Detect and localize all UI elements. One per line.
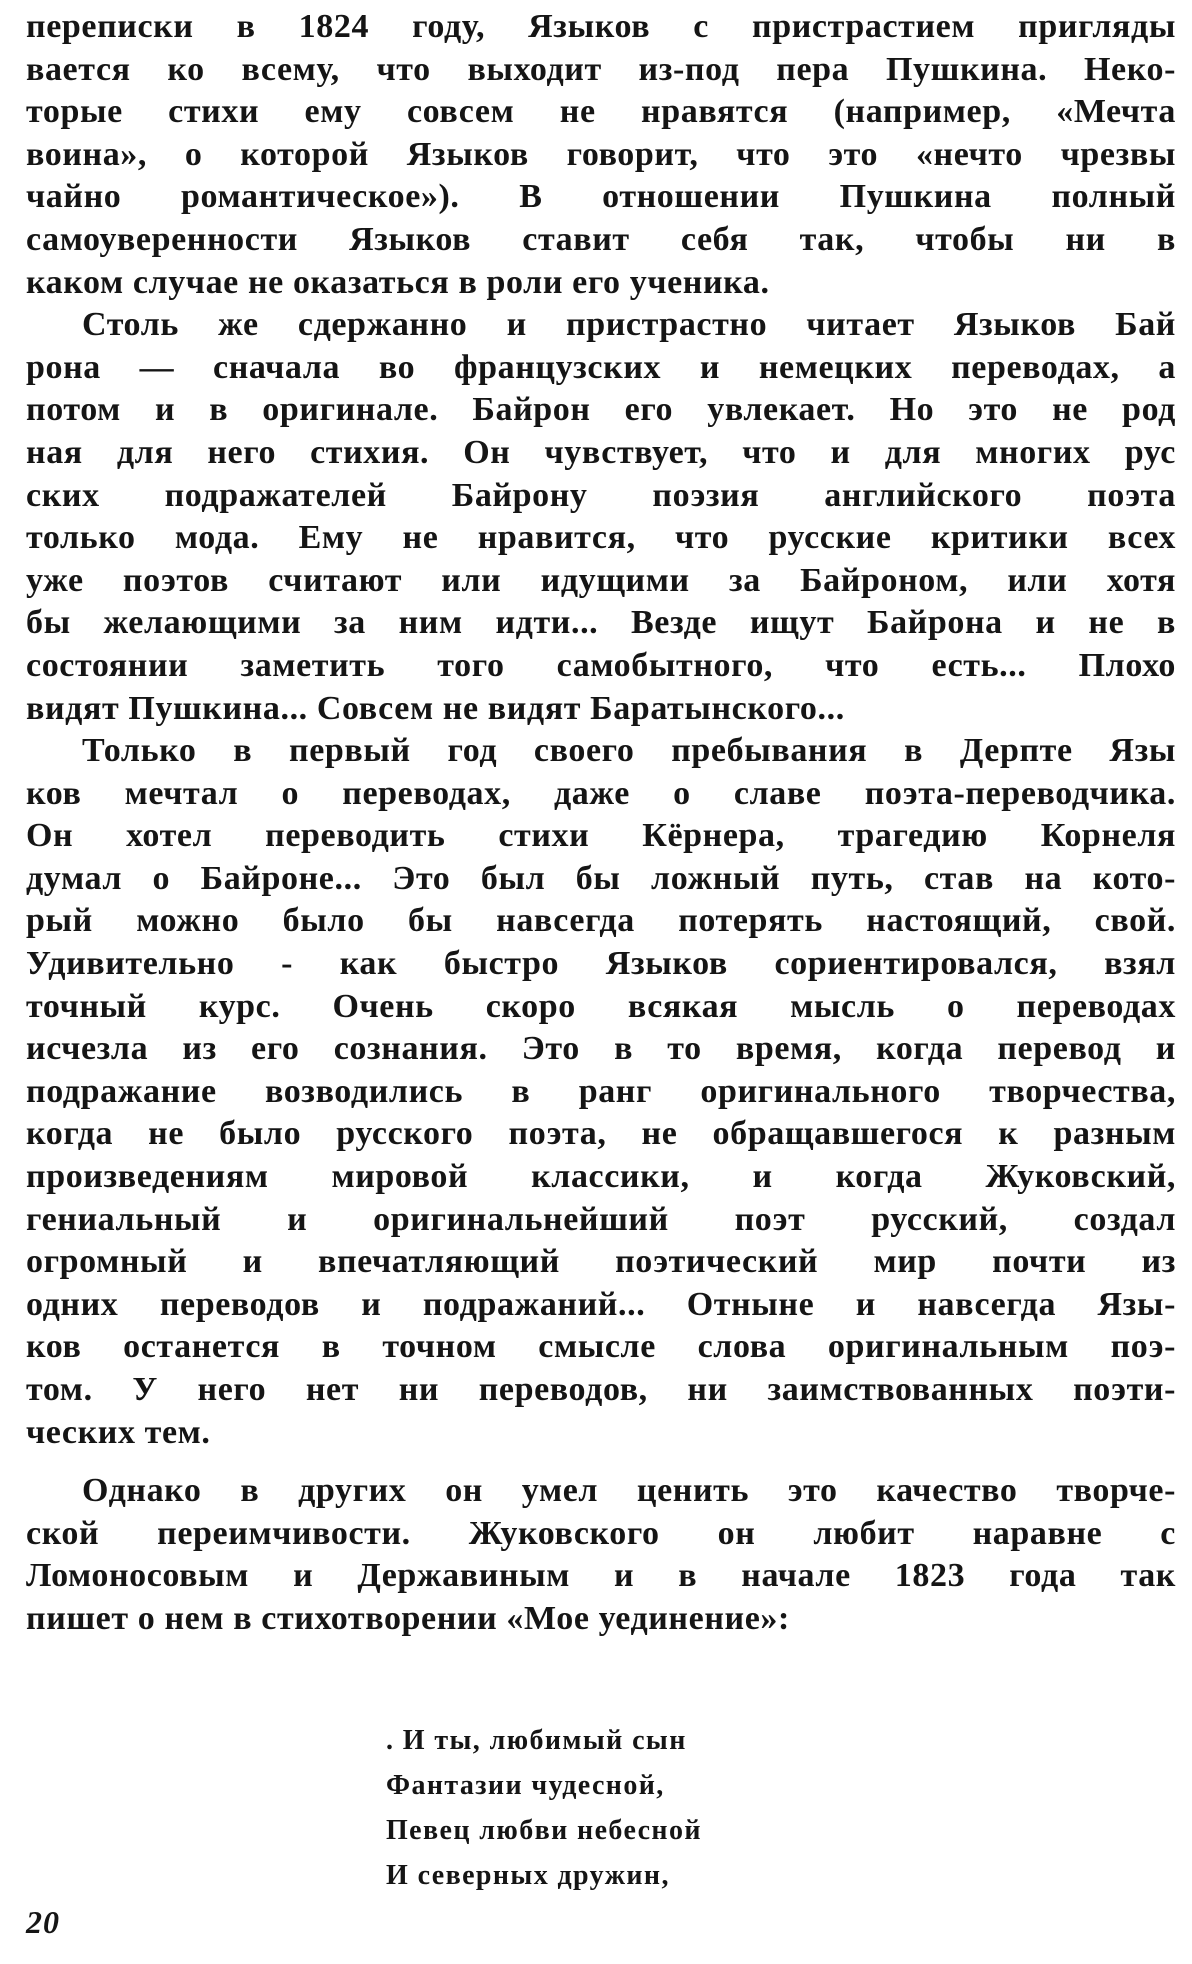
paragraph-2 [26, 304, 1176, 730]
body-text [26, 6, 1176, 1641]
text-line: ная для него стихия. Он чувствует, что и для многих рус [26, 433, 1176, 471]
text-line: ской переимчивости. Жуковского он любит наравне с [26, 1514, 1176, 1552]
text-line: чайно романтическое»). В отношении Пушкина полный [26, 178, 1176, 216]
text-line: точный курс. Очень скоро всякая мысль о переводах [26, 987, 1176, 1025]
text-line: рона — сначала во французских и немецких переводах, а [26, 348, 1176, 386]
text-line: Ломоносовым и Державиным и в начале 1823 года так [26, 1557, 1176, 1595]
paragraph-1 [26, 6, 1176, 304]
text-line: только мода. Ему не нравится, что русские критики всех [26, 519, 1176, 557]
text-line: потом и в оригинале. Байрон его увлекает. Но это не род [26, 391, 1176, 429]
text-line: ков останется в точном смысле слова оригинальным поэ- [26, 1328, 1176, 1366]
poem-quotation [386, 1718, 806, 1898]
text-line: Однако в других он умел ценить это качество творче- [82, 1472, 1176, 1510]
text-line: ских подражателей Байрону поэзия английского поэта [26, 476, 1176, 514]
text-line: воина», о которой Языков говорит, что это «нечто чрезвы [26, 135, 1176, 173]
text-line: самоуверенности Языков ставит себя так, чтобы ни в [26, 220, 1176, 258]
page-number: 20 [26, 1904, 60, 1940]
poem-line: И северных дружин, [386, 1860, 670, 1891]
text-line: ков мечтал о переводах, даже о славе поэта-переводчика. [26, 774, 1176, 812]
text-line: огромный и впечатляющий поэтический мир почти из [26, 1243, 1176, 1281]
poem-line: . И ты, любимый сын [386, 1725, 687, 1756]
book-page [26, 6, 1176, 1956]
text-line: переписки в 1824 году, Языков с пристрастием пригляды [26, 8, 1176, 45]
poem-line: Фантазии чудесной, [386, 1770, 665, 1801]
text-line: Он хотел переводить стихи Кёрнера, трагедию Корнеля [26, 817, 1176, 855]
text-line: произведениям мировой классики, и когда Жуковский, [26, 1158, 1176, 1196]
text-line: ческих тем. [26, 1413, 211, 1451]
paragraph-gap [26, 1454, 1176, 1470]
text-line: Удивительно - как быстро Языков сориентировался, взял [26, 945, 1176, 983]
text-line: том. У него нет ни переводов, ни заимствованных поэти- [26, 1371, 1176, 1408]
paragraph-3 [26, 730, 1176, 1454]
text-line: состоянии заметить того самобытного, что есть... Плохо [26, 646, 1176, 684]
text-line: вается ко всему, что выходит из-под пера Пушкина. Неко- [26, 50, 1176, 88]
text-line: когда не было русского поэта, не обращавшегося к разным [26, 1115, 1176, 1153]
text-line: гениальный и оригинальнейший поэт русский, создал [26, 1200, 1176, 1238]
text-line: рый можно было бы навсегда потерять настоящий, свой. [26, 902, 1176, 940]
text-line: торые стихи ему совсем не нравятся (например, «Мечта [26, 93, 1176, 131]
text-line: видят Пушкина... Совсем не видят Баратынского... [26, 689, 845, 727]
text-line: пишет о нем в стихотворении «Мое уединение»: [26, 1599, 790, 1637]
poem-line: Певец любви небесной [386, 1815, 702, 1846]
text-line: подражание возводились в ранг оригинального творчества, [26, 1072, 1176, 1110]
paragraph-4 [26, 1470, 1176, 1640]
text-line: бы желающими за ним идти... Везде ищут Байрона и не в [26, 604, 1176, 642]
text-line: одних переводов и подражаний... Отныне и навсегда Язы- [26, 1285, 1176, 1323]
text-line: Только в первый год своего пребывания в Дерпте Язы [82, 732, 1176, 770]
text-line: исчезла из его сознания. Это в то время, когда перевод и [26, 1030, 1176, 1068]
text-line: уже поэтов считают или идущими за Байроном, или хотя [26, 561, 1176, 599]
text-line: думал о Байроне... Это был бы ложный путь, став на кото- [26, 859, 1176, 897]
text-line: каком случае не оказаться в роли его ученика. [26, 263, 770, 301]
text-line: Столь же сдержанно и пристрастно читает Языков Бай [82, 306, 1176, 344]
